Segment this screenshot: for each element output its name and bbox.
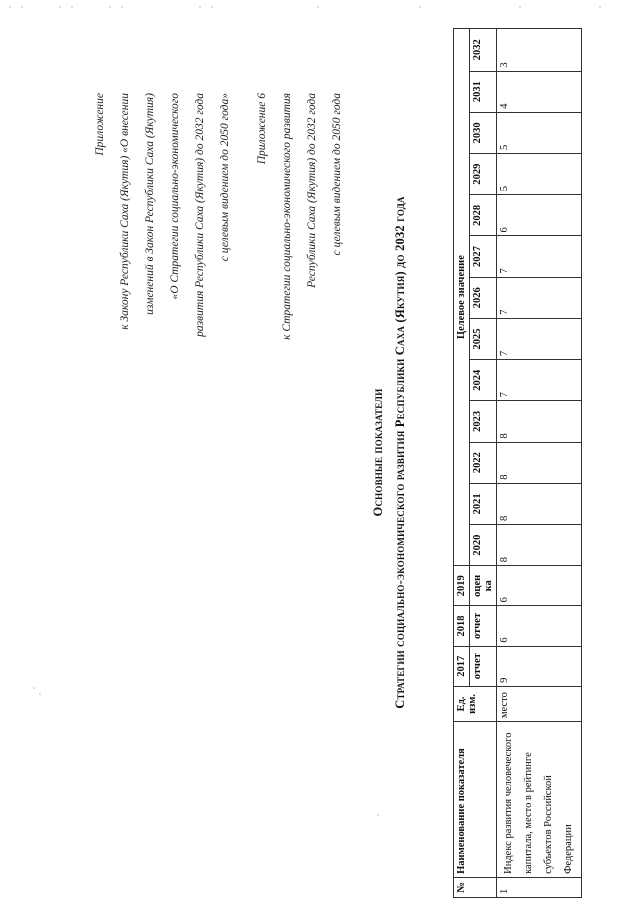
header-indicator-name: Наименование показателя <box>454 722 497 878</box>
annex-law-line: изменений в Закон Республики Саха (Якутия) <box>144 93 156 315</box>
row-target-value: 8 <box>497 524 582 565</box>
subheader-2019: оцен ка <box>470 566 497 606</box>
target-year-header: 2026 <box>470 277 497 318</box>
target-year-header: 2021 <box>470 483 497 524</box>
annex-strategy-line: с целевым видением до 2050 года <box>331 93 343 256</box>
row-value-2018: 6 <box>497 606 582 646</box>
row-target-value: 7 <box>497 236 582 277</box>
annex-strategy-line: к Стратегии социально-экономического развития <box>281 93 293 340</box>
target-year-header: 2031 <box>470 71 497 112</box>
target-year-header: 2020 <box>470 524 497 565</box>
target-year-header: 2023 <box>470 401 497 442</box>
row-target-value: 6 <box>497 195 582 236</box>
target-year-header: 2022 <box>470 442 497 483</box>
annex-strategy-block <box>250 93 350 563</box>
subheader-2018: отчет <box>470 606 497 646</box>
row-target-value: 3 <box>497 29 582 72</box>
row-target-value: 4 <box>497 71 582 112</box>
table-header-row <box>454 29 470 898</box>
header-target-value: Целевое значение <box>454 29 470 566</box>
target-year-header: 2029 <box>470 154 497 195</box>
row-target-value: 7 <box>497 277 582 318</box>
target-year-header: 2028 <box>470 195 497 236</box>
target-year-header: 2032 <box>470 29 497 72</box>
header-year-2019: 2019 <box>454 566 470 606</box>
row-value-2019: 6 <box>497 566 582 606</box>
target-year-header: 2030 <box>470 112 497 153</box>
row-target-value: 5 <box>497 154 582 195</box>
row-unit: место <box>497 686 582 721</box>
document-heading <box>367 0 411 905</box>
row-value-2017: 9 <box>497 646 582 686</box>
header-year-2017: 2017 <box>454 646 470 686</box>
subheader-2017: отчет <box>470 646 497 686</box>
row-num: 1 <box>497 877 582 897</box>
annex-law-title: Приложение <box>94 93 106 156</box>
annex-law-line: с целевым видением до 2050 года» <box>219 93 231 262</box>
header-num: № <box>454 877 497 897</box>
row-target-value: 7 <box>497 318 582 359</box>
row-target-value: 5 <box>497 112 582 153</box>
annex-law-block <box>88 93 238 563</box>
annex-strategy-title: Приложение 6 <box>256 93 268 165</box>
annex-law-line: «О Стратегии социально-экономического <box>169 93 181 300</box>
annex-law-line: к Закону Республики Саха (Якутия) «О внесении <box>119 93 131 330</box>
row-target-value: 8 <box>497 401 582 442</box>
annex-strategy-line: Республики Саха (Якутия) до 2032 года <box>306 93 318 288</box>
indicators-table <box>453 28 582 898</box>
target-year-header: 2024 <box>470 360 497 401</box>
row-target-value: 7 <box>497 360 582 401</box>
row-indicator-name: Индекс развития человеческого капитала, место в рейтинге субъектов Российской Федерации <box>497 722 582 878</box>
table-row <box>497 29 582 898</box>
heading-subtitle: Стратегии социально-экономического развития Республики Саха (Якутия) до 2032 года <box>393 196 407 709</box>
heading-title: Основные показатели <box>371 388 385 517</box>
header-year-2018: 2018 <box>454 606 470 646</box>
header-unit: Ед. изм. <box>454 686 497 721</box>
target-year-header: 2025 <box>470 318 497 359</box>
row-target-value: 8 <box>497 442 582 483</box>
annex-law-line: развития Республики Саха (Якутия) до 2032 года <box>194 93 206 337</box>
target-year-header: 2027 <box>470 236 497 277</box>
row-target-value: 8 <box>497 483 582 524</box>
